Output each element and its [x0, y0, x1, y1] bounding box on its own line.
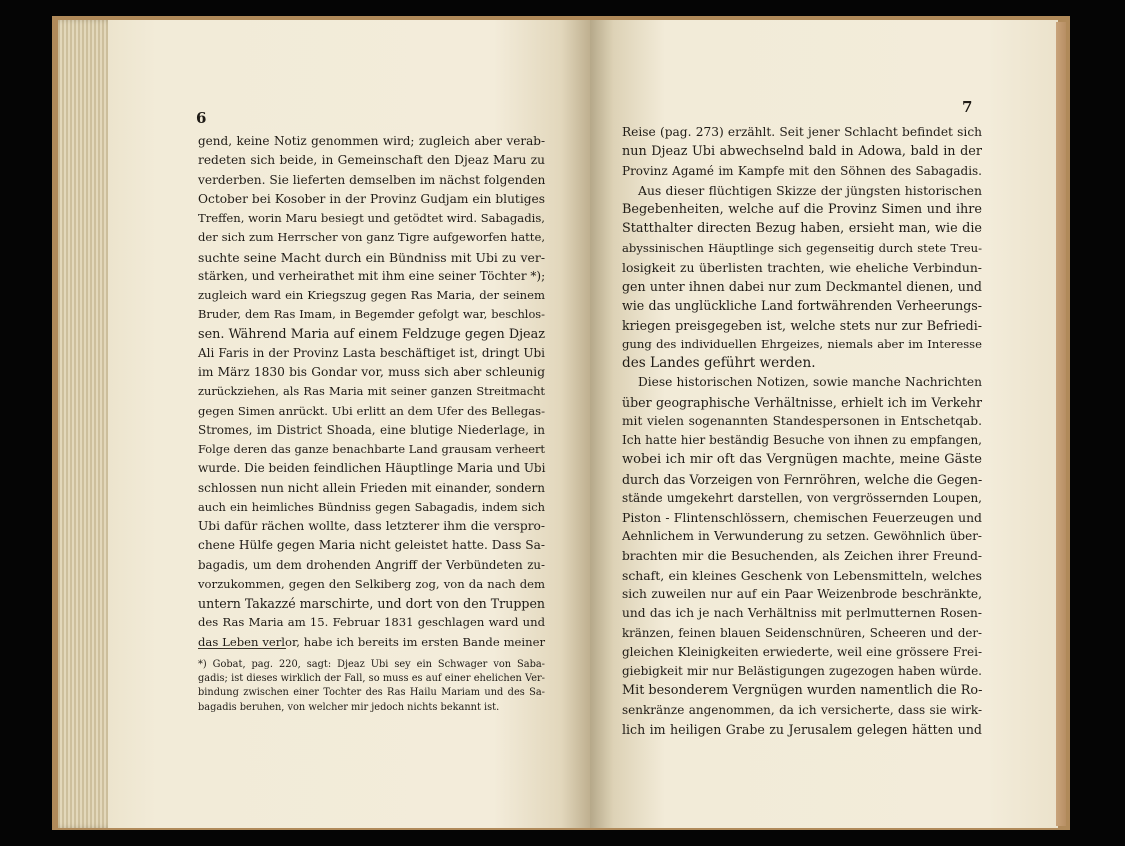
text-line: sich zuweilen nur auf ein Paar Weizenbrode beschränkte, — [622, 587, 982, 601]
text-line: das Leben verlor, habe ich bereits im ersten Bande meiner — [198, 634, 545, 649]
text-line: senkränze angenommen, da ich versicherte, dass sie wirk- — [622, 702, 982, 717]
page-number-left: 6 — [196, 109, 207, 127]
text-line: wie das unglückliche Land fortwährenden Verheerungs- — [622, 298, 982, 314]
text-line: sen. Während Maria auf einem Feldzuge gegen Djeaz — [198, 326, 545, 342]
text-line: gung des individuellen Ehrgeizes, niemals aber im Interesse — [622, 336, 982, 351]
text-line: zurückziehen, als Ras Maria mit seiner ganzen Streitmacht — [198, 384, 545, 399]
text-line: Folge deren das ganze benachbarte Land grausam verheert — [198, 442, 545, 456]
text-line: Treffen, worin Maru besiegt und getödtet wird. Sabagadis, — [198, 211, 545, 225]
text-line: Begebenheiten, welche auf die Provinz Simen und ihre — [622, 202, 982, 217]
text-line: suchte seine Macht durch ein Bündniss mit Ubi zu ver- — [198, 249, 545, 265]
text-line: durch das Vorzeigen von Fernröhren, welche die Gegen- — [622, 471, 983, 487]
text-line: wobei ich mir oft das Vergnügen machte, meine Gäste — [622, 452, 982, 468]
text-line: October bei Kosober in der Provinz Gudjam ein blutiges — [198, 191, 545, 206]
page-number-right: 7 — [962, 98, 973, 116]
text-line: Aus dieser flüchtigen Skizze der jüngsten historischen — [638, 182, 982, 198]
left-page — [108, 20, 590, 828]
text-line: der sich zum Herrscher von ganz Tigre aufgeworfen hatte, — [198, 230, 545, 245]
text-line: schaft, ein kleines Geschenk von Lebensmitteln, welches — [622, 567, 982, 583]
text-line: brachten mir die Besuchenden, als Zeichen ihrer Freund- — [622, 548, 982, 563]
text-line: Reise (pag. 273) erzählt. Seit jener Schlacht befindet sich — [622, 125, 982, 139]
text-line: untern Takazzé marschirte, und dort von den Truppen — [198, 596, 546, 611]
text-line: Bruder, dem Ras Imam, in Begemder gefolgt war, beschlos- — [198, 307, 545, 322]
text-line: giebigkeit mir nur Belästigungen zugezogen haben würde. — [622, 664, 982, 678]
text-line: Ali Faris in der Provinz Lasta beschäftiget ist, dringt Ubi — [198, 345, 545, 360]
text-line: stände umgekehrt darstellen, von vergrössernden Loupen, — [622, 490, 982, 505]
text-line: Ich hatte hier beständig Besuche von ihnen zu empfangen, — [622, 433, 982, 447]
footnote-line: gadis; ist dieses wirklich der Fall, so muss es auf einer ehelichen Ver- — [198, 673, 545, 685]
text-line: verderben. Sie lieferten demselben im nächst folgenden — [198, 172, 546, 187]
cover-edge — [1056, 22, 1066, 826]
text-line: gegen Simen anrückt. Ubi erlitt an dem Ufer des Bellegas- — [198, 403, 545, 418]
footnote — [198, 658, 545, 715]
text-line: gend, keine Notiz genommen wird; zugleich aber verab- — [198, 134, 545, 148]
footnote-line: bindung zwischen einer Tochter des Ras Hailu Mariam und des Sa- — [198, 687, 545, 699]
text-line: redeten sich beide, in Gemeinschaft den Djeaz Maru zu — [198, 153, 545, 168]
left-page-body — [198, 132, 545, 652]
text-line: mit vielen sogenannten Standespersonen in Entschetqab. — [622, 413, 982, 428]
text-line: bagadis, um dem drohenden Angriff der Verbündeten zu- — [198, 557, 545, 572]
text-line: im März 1830 bis Gondar vor, muss sich aber schleunig — [198, 365, 545, 379]
text-line: und das ich je nach Verhältniss mit perlmutternen Rosen- — [622, 606, 982, 621]
footnote-rule — [198, 648, 286, 649]
text-line: zugleich ward ein Kriegszug gegen Ras Maria, der seinem — [198, 288, 545, 302]
text-line: Mit besonderem Vergnügen wurden namentlich die Ro- — [622, 683, 983, 699]
right-page-body — [622, 123, 982, 739]
text-line: losigkeit zu überlisten trachten, wie eheliche Verbindun- — [622, 259, 982, 275]
text-line: wurde. Die beiden feindlichen Häuptlinge Maria und Ubi — [198, 461, 546, 476]
text-line: des Landes geführt werden. — [622, 355, 816, 371]
text-line: Ubi dafür rächen wollte, dass letzterer ihm die verspro- — [198, 519, 545, 533]
text-line: Statthalter directen Bezug haben, ersieht man, wie die — [622, 221, 982, 237]
text-line: schlossen nun nicht allein Frieden mit einander, sondern — [198, 480, 545, 495]
text-line: nun Djeaz Ubi abwechselnd bald in Adowa, bald in der — [622, 144, 982, 160]
text-line: vorzukommen, gegen den Selkiberg zog, von da nach dem — [198, 576, 545, 591]
footnote-line: bagadis beruhen, von welcher mir jedoch nichts bekannt ist. — [198, 701, 500, 713]
text-line: auch ein heimliches Bündniss gegen Sabagadis, indem sich — [198, 499, 545, 514]
text-line: kränzen, feinen blauen Seidenschnüren, Scheeren und der- — [622, 625, 982, 640]
text-line: Provinz Agamé im Kampfe mit den Söhnen des Sabagadis. — [622, 163, 982, 178]
text-line: gen unter ihnen dabei nur zum Deckmantel dienen, und — [622, 279, 982, 294]
text-line: Piston - Flintenschlössern, chemischen Feuerzeugen und — [622, 510, 982, 525]
footnote-line: *) Gobat, pag. 220, sagt: Djeaz Ubi sey ein Schwager von Saba- — [198, 659, 545, 670]
text-line: lich im heiligen Grabe zu Jerusalem gelegen hätten und — [622, 721, 982, 737]
text-line: abyssinischen Häuptlinge sich gegenseitig durch stete Treu- — [622, 240, 982, 255]
text-line: stärken, und verheirathet mit ihm eine seiner Töchter *); — [198, 268, 546, 283]
text-line: des Ras Maria am 15. Februar 1831 geschlagen ward und — [198, 615, 545, 630]
text-line: Diese historischen Notizen, sowie manche Nachrichten — [638, 375, 982, 390]
text-line: gleichen Kleinigkeiten erwiederte, weil eine grössere Frei- — [622, 644, 982, 659]
text-line: über geographische Verhältnisse, erhielt ich im Verkehr — [622, 394, 982, 410]
text-line: kriegen preisgegeben ist, welche stets nur zur Befriedi- — [622, 317, 982, 333]
text-line: Stromes, im District Shoada, eine blutige Niederlage, in — [198, 422, 545, 437]
text-line: chene Hülfe gegen Maria nicht geleistet hatte. Dass Sa- — [198, 538, 545, 553]
right-page — [590, 20, 1058, 828]
text-line: Aehnlichem in Verwunderung zu setzen. Gewöhnlich über- — [622, 529, 982, 544]
